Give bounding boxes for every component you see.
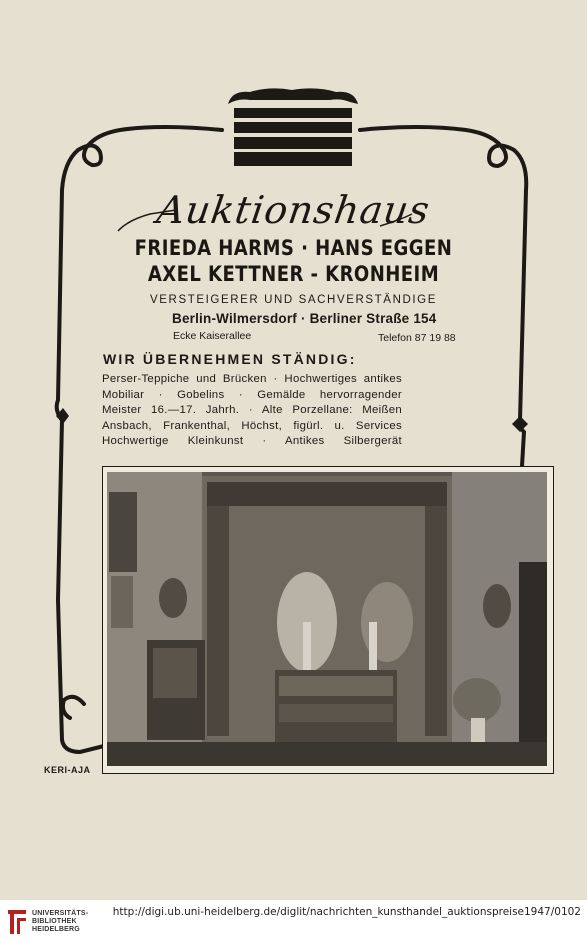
auction-house-script-title: Auktionshaus xyxy=(154,188,433,232)
institution-name xyxy=(32,910,88,934)
source-url-link[interactable]: http://digi.ub.uni-heidelberg.de/diglit/nachrichten_kunsthandel_auktionspreise1947/0102 xyxy=(112,906,581,918)
institution-line: UNIVERSITÄTS- xyxy=(32,910,89,917)
offer-line: Perser-Teppiche und Brücken · Hochwertiges antikes xyxy=(102,373,402,385)
phone-number: Telefon 87 19 88 xyxy=(378,332,456,344)
offer-line: Mobiliar · Gobelins · Gemälde hervorragender xyxy=(102,388,402,401)
interior-photograph xyxy=(107,472,547,766)
offer-line: Meister 16.—17. Jahrh. · Alte Porzellane: Meißen xyxy=(102,404,402,416)
university-library-logo-icon xyxy=(6,906,28,936)
offer-line: Hochwertige Kleinkunst · Antikes Silbergerät xyxy=(102,435,402,447)
offer-list xyxy=(102,372,402,450)
photo-credit: KERI-AJA xyxy=(44,765,91,775)
top-emblem xyxy=(228,88,358,166)
address: Berlin-Wilmersdorf · Berliner Straße 154 xyxy=(172,311,437,326)
institution-line: BIBLIOTHEK xyxy=(32,918,77,925)
offer-heading: WIR ÜBERNEHMEN STÄNDIG: xyxy=(103,351,357,367)
names-line-1: FRIEDA HARMS · HANS EGGEN xyxy=(134,236,453,260)
names-line-2: AXEL KETTNER - KRONHEIM xyxy=(147,262,440,286)
subtitle: VERSTEIGERER UND SACHVERSTÄNDIGE xyxy=(150,294,437,306)
offer-line: Ansbach, Frankenthal, Höchst, figürl. u. Services xyxy=(102,419,402,432)
corner-street: Ecke Kaiserallee xyxy=(173,330,252,342)
institution-line: HEIDELBERG xyxy=(32,926,80,933)
